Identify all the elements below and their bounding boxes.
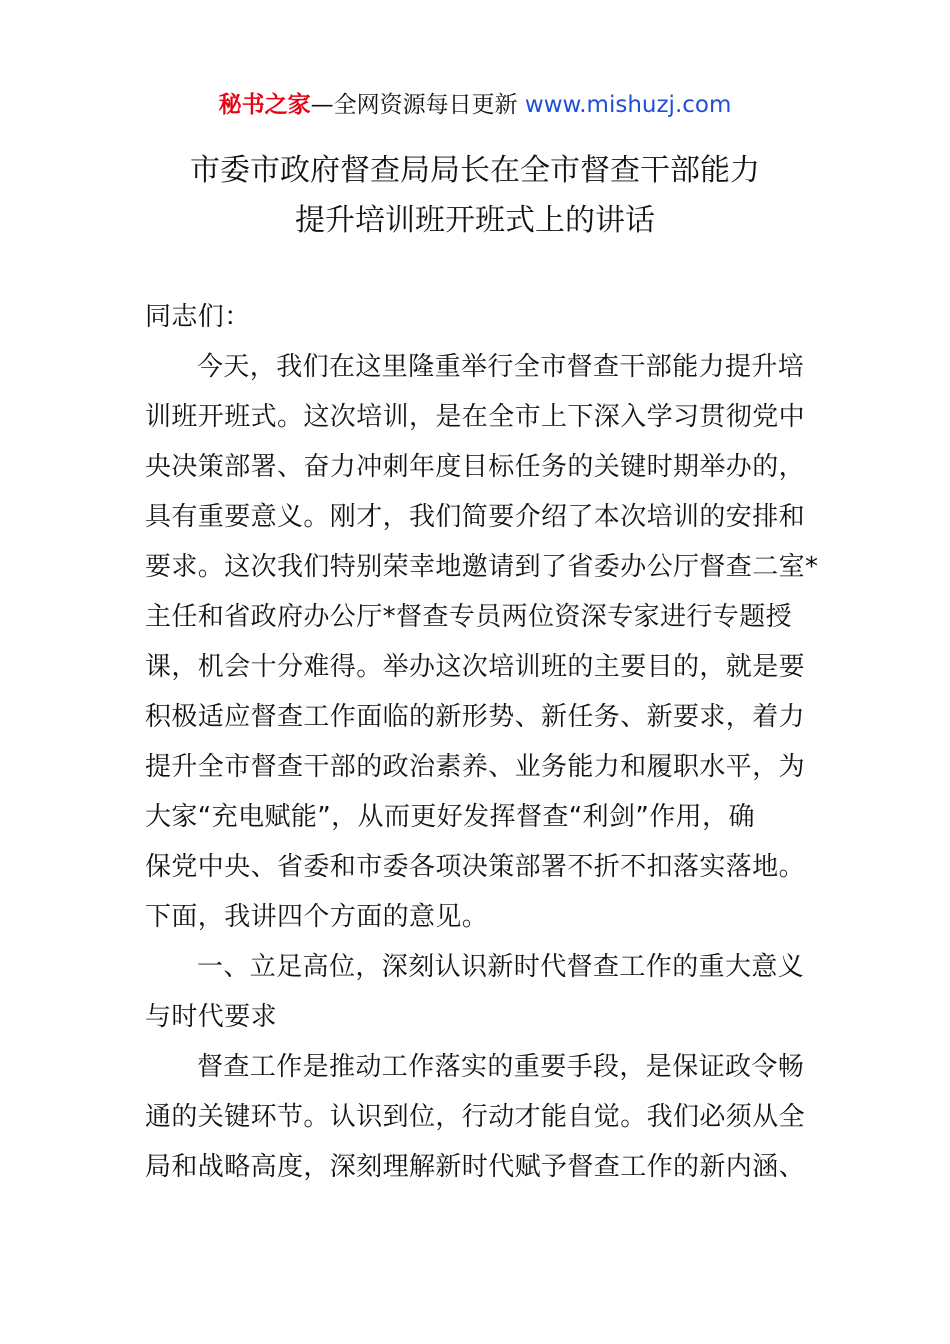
title-line-2: 提升培训班开班式上的讲话 [295,203,655,238]
paragraph-line: 局和战略高度，深刻理解新时代赋予督查工作的新内涵、 [145,1152,806,1182]
banner-slogan: —全网资源每日更新 [310,92,525,118]
paragraph-line: 通的关键环节。认识到位，行动才能自觉。我们必须从全 [145,1102,806,1132]
paragraph-line: 督查工作是推动工作落实的重要手段，是保证政令畅 [197,1052,805,1082]
title-line-1: 市委市政府督查局局长在全市督查干部能力 [190,153,760,188]
document-title [0,146,950,246]
salutation: 同志们： [145,302,251,332]
paragraph-line: 提升全市督查干部的政治素养、业务能力和履职水平，为 [145,752,806,782]
brand-name: 秘书之家 [218,92,311,118]
section-heading: 一、立足高位，深刻认识新时代督查工作的重大意义 [197,952,805,982]
site-url[interactable]: www.mishuzj.com [524,92,732,118]
paragraph-line: 下面，我讲四个方面的意见。 [145,902,489,932]
paragraph-line: 主任和省政府办公厅*督查专员两位资深专家进行专题授 [145,602,793,632]
paragraph-line: 央决策部署、奋力冲刺年度目标任务的关键时期举办的， [145,452,806,482]
paragraph-line: 具有重要意义。刚才，我们简要介绍了本次培训的安排和 [145,502,806,532]
site-banner [0,88,950,122]
section-heading-continued: 与时代要求 [145,1002,278,1032]
document-body [145,292,819,1192]
paragraph-line: 积极适应督查工作面临的新形势、新任务、新要求，着力 [145,702,806,732]
paragraph-line: 要求。这次我们特别荣幸地邀请到了省委办公厅督查二室* [145,552,819,582]
paragraph-line: 课，机会十分难得。举办这次培训班的主要目的，就是要 [145,652,806,682]
paragraph-line: 今天，我们在这里隆重举行全市督查干部能力提升培 [197,352,805,382]
paragraph-line: 训班开班式。这次培训，是在全市上下深入学习贯彻党中 [145,402,806,432]
paragraph-line: 保党中央、省委和市委各项决策部署不折不扣落实落地。 [145,852,806,882]
paragraph-line: 大家“充电赋能”，从而更好发挥督查“利剑”作用，确 [145,802,755,832]
